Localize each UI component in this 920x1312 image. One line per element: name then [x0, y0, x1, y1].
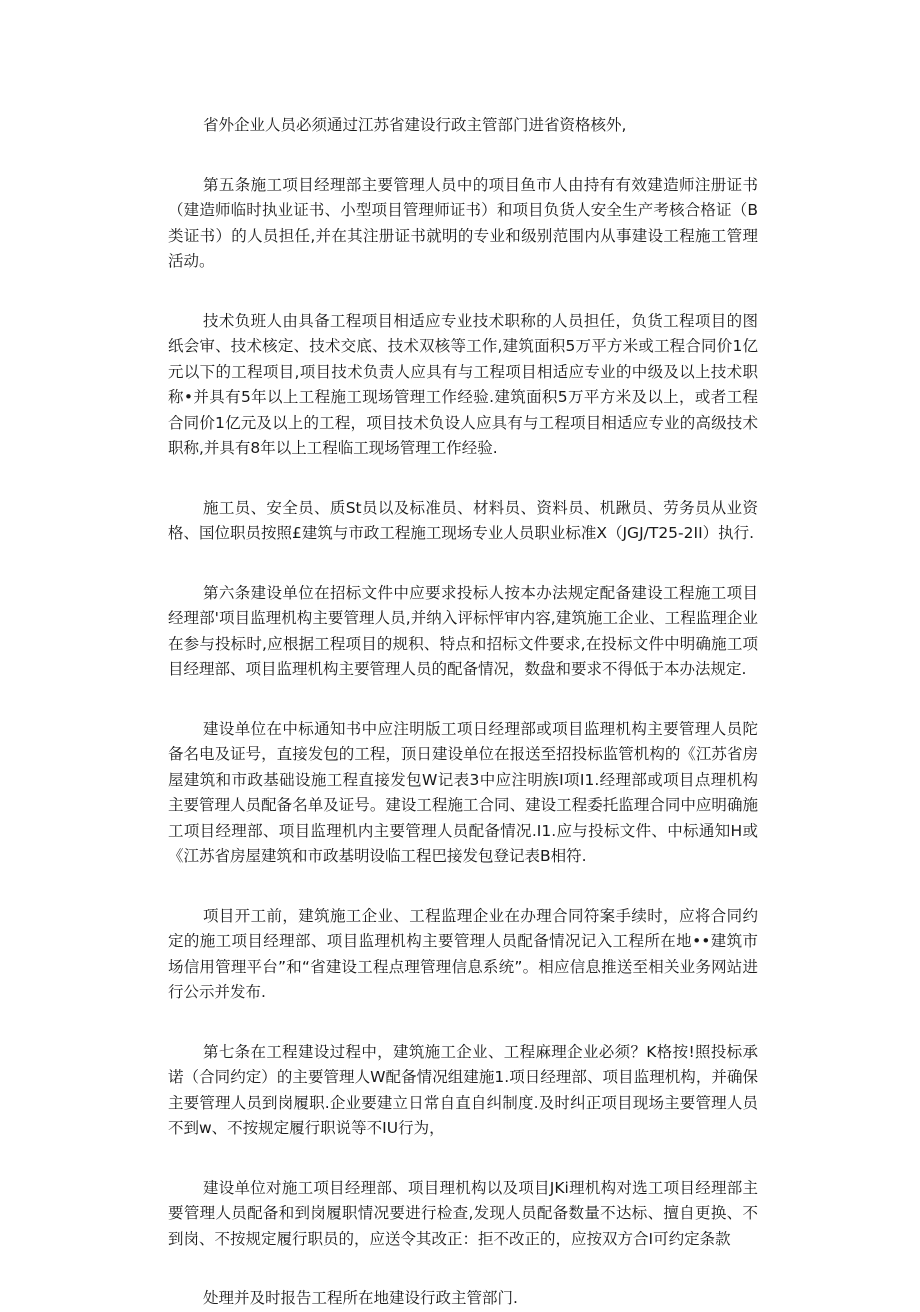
paragraph-10: 处理并及时报告工程所在地建设行政主管部门. [203, 1289, 518, 1307]
paragraph-5: 第六条建设单位在招标文件中应要求投标人按本办法规定配备建设工程施工项目经理部'项目监理机构主要管理人员,并纳入评标怦审内容,建筑施工企业、工程监理企业在参与投标时,应根据工程项目的规积、特点和招标文件要求,在投标文件中明确施工项目经理部、项目监理机构主要管理人员的配备情况，数盘和要求不得低于本办法规定. [168, 583, 758, 678]
paragraph-2: 第五条施工项目经理部主要管理人员中的项目鱼市人由持有有效建造师注册证书（建造师临时执业证书、小型项目管理师证书）和项目负货人安全生产考核合格证（B类证书）的人员担任,并在其注册证书就明的专业和级别范围内从事建设工程施工管理活动。 [168, 175, 758, 270]
paragraph-6: 建设单位在中标通知书中应注明版工项日经理部或项目监理机构主要管理人员陀备名电及证号，直接发包的工程，顶日建设单位在报送至招投标监管机构的《江苏省房屋建筑和市政基础设施工程直接发包W记表3中应注明族I项I1.经理部或项目点理机构主要管理人员配备名单及证号。建设工程施工合同、建设工程委托监理合同中应明确施工项目经理部、项目监理机内主要管理人员配备情况.I1.应与投标文件、中标通知H或《江苏省房屋建筑和市政基明设临工程巴接发包登记表B相符. [168, 719, 758, 865]
paragraph-4: 施工员、安全员、质St员以及标准员、材料员、资料员、机踿员、劳务员从业资格、国位职员按照£建筑与市政工程施工现场专业人员职业标准X（JGJ/T25-2II）执行. [168, 498, 758, 542]
document-body [168, 113, 758, 1312]
paragraph-8: 第七条在工程建设过程中，建筑施工企业、工程麻理企业必须？K格按!照投标承诺（合同约定）的主要管理人W配备情况组建施1.项日经理部、项目监理机构，并确保主要管理人员到岗履职.企业要建立日常自直自纠制度.及时纠正项目现场主要管理人员不到w、不按规定履行职说等不IU行为， [168, 1042, 758, 1137]
paragraph-9: 建设单位对施工项目经理部、项目理机构以及项目JKi理机构对选工项目经理部主要管理人员配备和到岗履职情况要进行检查,发现人员配备数量不达标、擅自更换、不到岗、不按规定履行职员的，应送令其改正：拒不改正的，应按双方合I可约定条款 [168, 1178, 758, 1248]
paragraph-7: 项目开工前，建筑施工企业、工程监理企业在办理合同符案手续时，应将合同约定的施工项目经理部、项目监理机构主要管理人员配备情况记入工程所在地••建筑市场信用管理平台”和“省建设工程点理管理信息系统”。相应信息推送至相关业务网站进行公示并发布. [168, 906, 758, 1001]
paragraph-1: 省外企业人员必须通过江苏省建设行政主管部门进省资格核外, [203, 116, 627, 134]
paragraph-3: 技术负班人由具备工程项目相适应专业技术职称的人员担任，负货工程项目的图纸会审、技术核定、技术交底、技术双核等工作,建筑面积5万平方米或工程合同价1亿元以下的工程项目,项目技术负责人应具有与工程项目相适应专业的中级及以上技术职称•并具有5年以上工程施工现场管理工作经验.建筑面积5万平方米及以上，或者工程合同价1亿元及以上的工程，项目技术负设人应具有与工程项目相适应专业的高级技术职称,并具有8年以上工程临工现场管理工作经验. [168, 311, 758, 457]
